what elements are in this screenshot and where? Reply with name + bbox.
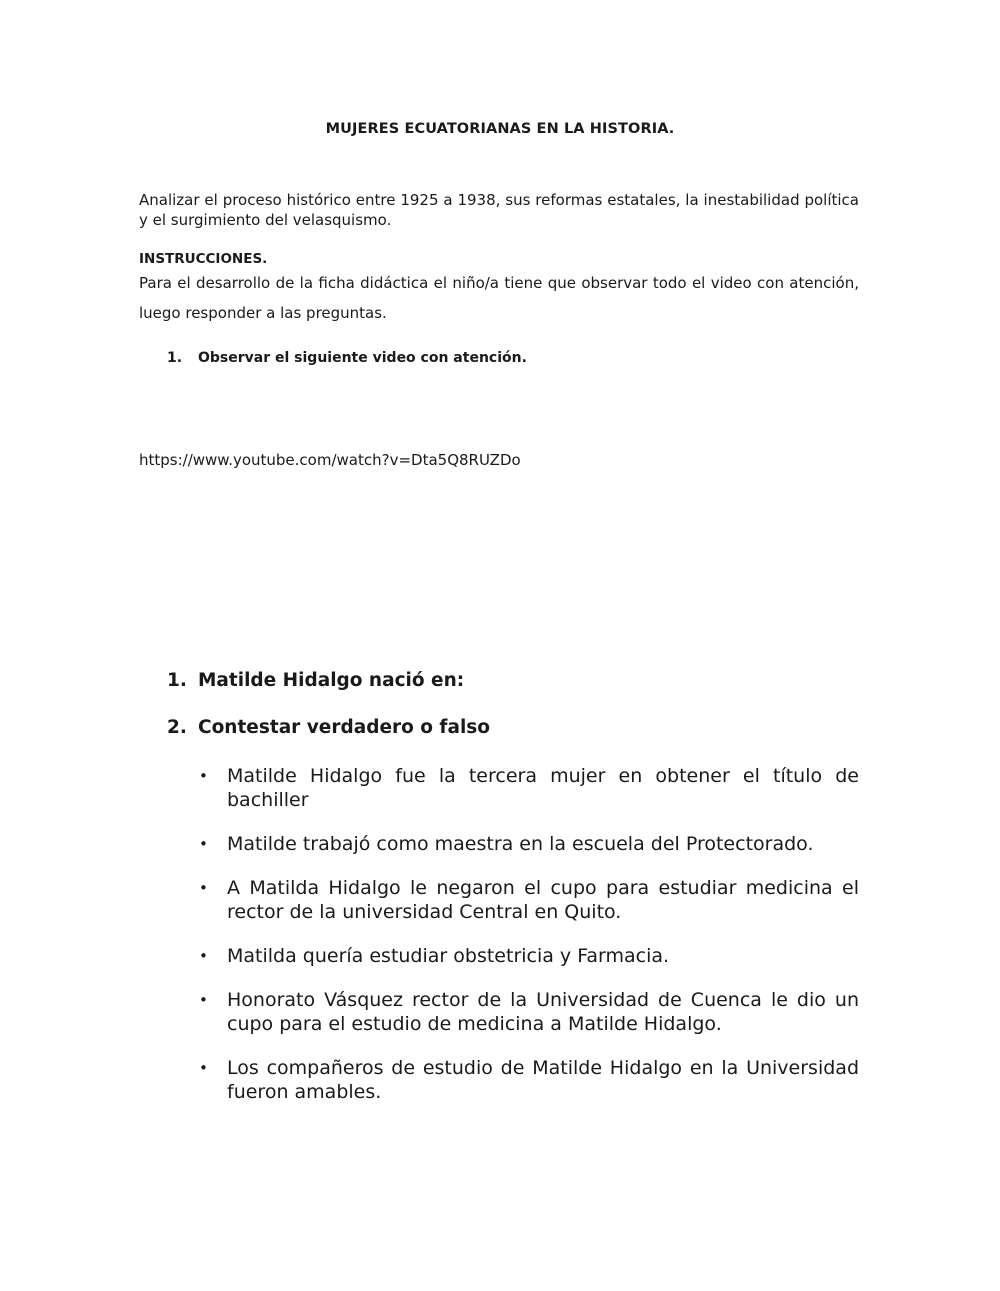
document-title: MUJERES ECUATORIANAS EN LA HISTORIA. bbox=[325, 121, 675, 137]
question-number: 1. bbox=[167, 670, 187, 691]
question-number: 2. bbox=[167, 717, 187, 738]
true-false-statements bbox=[197, 764, 859, 1124]
statement-text: A Matilda Hidalgo le negaron el cupo para estudiar medicina el rector de la universidad Central en Quito. bbox=[227, 877, 859, 923]
instructions-paragraph: Para el desarrollo de la ficha didáctica el niño/a tiene que observar todo el video con atención, luego responder a las preguntas. bbox=[139, 274, 859, 322]
statement-text: Los compañeros de estudio de Matilde Hidalgo en la Universidad fueron amables. bbox=[227, 1057, 859, 1103]
statement-item bbox=[197, 1056, 859, 1104]
question-1 bbox=[167, 670, 464, 691]
bullet-icon: • bbox=[199, 991, 208, 1009]
bullet-icon: • bbox=[199, 767, 208, 785]
bullet-icon: • bbox=[199, 835, 208, 853]
statement-item bbox=[197, 988, 859, 1036]
step-text: Observar el siguiente video con atención. bbox=[198, 350, 527, 366]
instructions-heading: INSTRUCCIONES. bbox=[139, 251, 268, 267]
statement-item bbox=[197, 832, 859, 856]
statement-item bbox=[197, 876, 859, 924]
video-link[interactable]: https://www.youtube.com/watch?v=Dta5Q8RUZDo bbox=[139, 451, 521, 469]
statement-item bbox=[197, 944, 859, 968]
question-2 bbox=[167, 717, 490, 738]
statement-text: Honorato Vásquez rector de la Universidad de Cuenca le dio un cupo para el estudio de medicina a Matilde Hidalgo. bbox=[227, 989, 859, 1035]
bullet-icon: • bbox=[199, 879, 208, 897]
question-text: Matilde Hidalgo nació en: bbox=[198, 670, 465, 691]
bullet-icon: • bbox=[199, 947, 208, 965]
question-text: Contestar verdadero o falso bbox=[198, 717, 491, 738]
statement-item bbox=[197, 764, 859, 812]
bullet-icon: • bbox=[199, 1059, 208, 1077]
statement-text: Matilde trabajó como maestra en la escuela del Protectorado. bbox=[227, 833, 814, 855]
statement-text: Matilde Hidalgo fue la tercera mujer en obtener el título de bachiller bbox=[227, 765, 859, 811]
step-observe-video bbox=[167, 350, 527, 366]
step-number: 1. bbox=[167, 350, 183, 366]
objective-paragraph: Analizar el proceso histórico entre 1925 a 1938, sus reformas estatales, la inestabilidad política y el surgimiento del velasquismo. bbox=[139, 191, 859, 229]
statement-text: Matilda quería estudiar obstetricia y Farmacia. bbox=[227, 945, 670, 967]
